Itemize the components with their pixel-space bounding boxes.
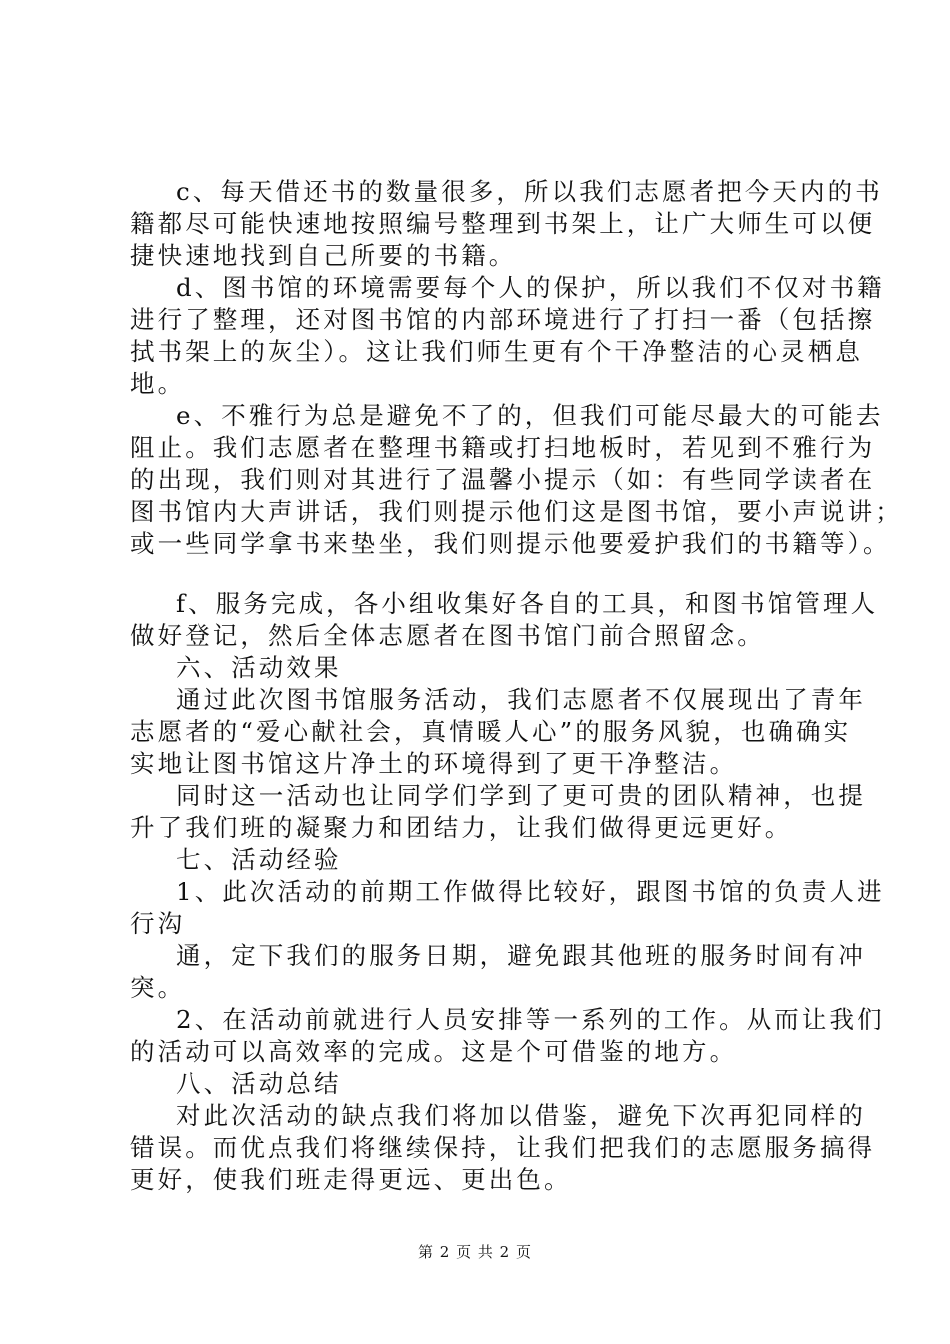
paragraph-line: 拭书架上的灰尘）。这让我们师生更有个干净整洁的心灵栖息 [130, 337, 863, 366]
paragraph-line: d、图书馆的环境需要每个人的保护，所以我们不仅对书籍 [176, 273, 885, 302]
paragraph-line: 的活动可以高效率的完成。这是个可借鉴的地方。 [130, 1037, 738, 1066]
paragraph-line: 捷快速地找到自己所要的书籍。 [130, 241, 517, 270]
paragraph-line: 2、在活动前就进行人员安排等一系列的工作。从而让我们 [176, 1005, 885, 1034]
paragraph-line: 行沟 [130, 909, 186, 938]
paragraph-line: 做好登记，然后全体志愿者在图书馆门前合照留念。 [130, 621, 765, 650]
paragraph-line: 的出现，我们则对其进行了温馨小提示（如：有些同学读者在 [130, 465, 876, 494]
paragraph-line: 实地让图书馆这片净土的环境得到了更干净整洁。 [130, 749, 738, 778]
paragraph-line: 同时这一活动也让同学们学到了更可贵的团队精神，也提 [176, 781, 866, 810]
page-number-footer: 第 2 页 共 2 页 [418, 1243, 532, 1261]
section-heading: 七、活动经验 [176, 845, 342, 874]
paragraph-line: 突。 [130, 973, 186, 1002]
paragraph-line: 1、此次活动的前期工作做得比较好，跟图书馆的负责人进 [176, 877, 885, 906]
section-heading: 八、活动总结 [176, 1069, 342, 1098]
paragraph-line: f、服务完成，各小组收集好各自的工具，和图书馆管理人 [176, 589, 879, 618]
paragraph-line: 志愿者的“爱心献社会，真情暖人心”的服务风貌，也确确实 [130, 717, 852, 746]
paragraph-line: 对此次活动的缺点我们将加以借鉴，避免下次再犯同样的 [176, 1101, 866, 1130]
paragraph-line: 图书馆内大声讲话，我们则提示他们这是图书馆，要小声说讲； [130, 497, 903, 526]
paragraph-line: 或一些同学拿书来垫坐，我们则提示他要爱护我们的书籍等）。 [130, 529, 891, 558]
paragraph-line: c、每天借还书的数量很多，所以我们志愿者把今天内的书 [176, 177, 883, 206]
paragraph-line: e、不雅行为总是避免不了的，但我们可能尽最大的可能去 [176, 401, 884, 430]
paragraph-line: 更好，使我们班走得更远、更出色。 [130, 1165, 572, 1194]
paragraph-line: 通，定下我们的服务日期，避免跟其他班的服务时间有冲 [176, 941, 866, 970]
section-heading: 六、活动效果 [176, 653, 342, 682]
paragraph-line: 升了我们班的凝聚力和团结力，让我们做得更远更好。 [130, 813, 793, 842]
paragraph-line: 进行了整理，还对图书馆的内部环境进行了打扫一番（包括擦 [130, 305, 876, 334]
paragraph-line: 阻止。我们志愿者在整理书籍或打扫地板时，若见到不雅行为 [130, 433, 876, 462]
paragraph-line: 错误。而优点我们将继续保持，让我们把我们的志愿服务搞得 [130, 1133, 876, 1162]
paragraph-line: 通过此次图书馆服务活动，我们志愿者不仅展现出了青年 [176, 685, 866, 714]
paragraph-line: 籍都尽可能快速地按照编号整理到书架上，让广大师生可以便 [130, 209, 876, 238]
paragraph-line: 地。 [130, 369, 186, 398]
